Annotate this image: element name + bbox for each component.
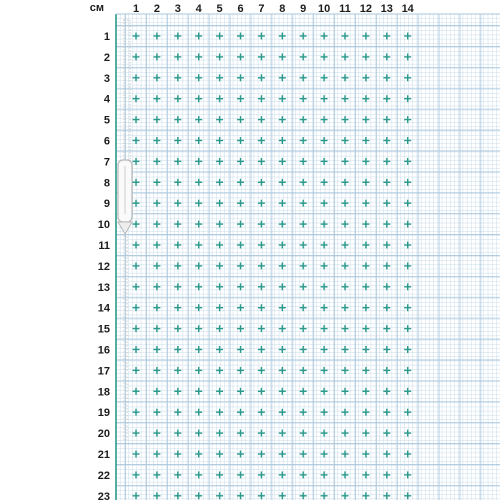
row-label: 4 xyxy=(103,93,110,106)
row-label: 19 xyxy=(97,407,110,420)
row-label: 18 xyxy=(97,386,110,399)
row-label: 1 xyxy=(103,31,110,43)
row-label: 14 xyxy=(97,302,110,315)
column-label: 2 xyxy=(153,3,160,15)
column-label: 7 xyxy=(258,3,265,15)
column-label: 14 xyxy=(401,3,414,15)
row-label: 8 xyxy=(103,177,110,190)
column-label: 1 xyxy=(132,3,140,15)
column-label: 11 xyxy=(339,3,351,15)
row-label: 15 xyxy=(97,323,110,336)
row-label: 10 xyxy=(97,219,110,232)
row-label: 2 xyxy=(103,51,110,64)
row-label: 9 xyxy=(103,198,110,211)
row-label: 3 xyxy=(103,72,110,85)
row-label: 16 xyxy=(97,344,110,357)
column-label: 9 xyxy=(300,3,307,15)
column-label: 6 xyxy=(237,3,244,15)
row-label: 12 xyxy=(97,260,110,273)
row-label: 6 xyxy=(103,135,110,148)
column-label: 12 xyxy=(359,3,373,15)
row-label: 22 xyxy=(97,469,110,482)
column-label: 4 xyxy=(195,3,202,15)
column-label: 13 xyxy=(380,3,393,15)
row-label: 17 xyxy=(97,365,110,378)
column-label: 8 xyxy=(279,3,286,15)
row-label: 21 xyxy=(97,449,110,461)
column-label: 10 xyxy=(317,3,331,15)
row-label: 13 xyxy=(97,281,110,294)
row-label: 20 xyxy=(97,428,110,441)
row-label: 23 xyxy=(97,490,110,500)
row-label: 5 xyxy=(103,114,110,127)
column-label: 5 xyxy=(216,3,223,15)
row-label: 7 xyxy=(103,156,110,169)
column-label: 3 xyxy=(174,3,181,15)
unit-label: см xyxy=(89,2,104,14)
row-label: 11 xyxy=(98,240,110,252)
